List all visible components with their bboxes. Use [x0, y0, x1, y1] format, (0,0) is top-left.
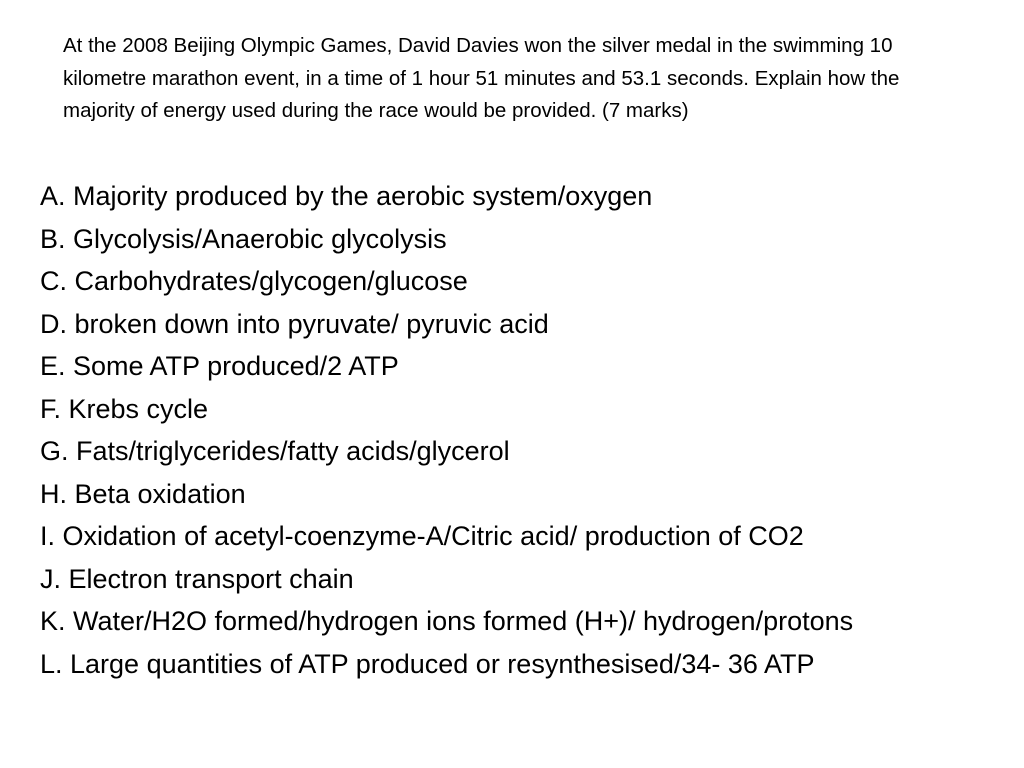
mark-scheme-item-a: A. Majority produced by the aerobic system/oxygen	[40, 181, 653, 211]
mark-scheme-item-d: D. broken down into pyruvate/ pyruvic acid	[40, 308, 549, 339]
mark-scheme-item-e: E. Some ATP produced/2 ATP	[40, 351, 399, 381]
mark-scheme-item-f: F. Krebs cycle	[40, 393, 209, 424]
mark-scheme-item-c: C. Carbohydrates/glycogen/glucose	[40, 266, 468, 296]
mark-scheme-item-h: H. Beta oxidation	[40, 478, 246, 509]
mark-scheme-item-j: J. Electron transport chain	[40, 563, 354, 594]
mark-scheme-list	[40, 180, 990, 690]
mark-scheme-item-k: K. Water/H2O formed/hydrogen ions formed (H+)/ hydrogen/protons	[40, 606, 854, 636]
mark-scheme-item-i: I. Oxidation of acetyl-coenzyme-A/Citric acid/ production of CO2	[40, 521, 804, 551]
mark-scheme-item-l: L. Large quantities of ATP produced or resynthesised/34- 36 ATP	[40, 648, 815, 679]
mark-scheme-item-b: B. Glycolysis/Anaerobic glycolysis	[40, 223, 447, 254]
question-text: At the 2008 Beijing Olympic Games, David Davies won the silver medal in the swimming 10 kilometre marathon event, in a time of 1 hour 51 minutes and 53.1 seconds. Explain how the majority of energy used during the race would be provided. (7 marks)	[63, 34, 900, 122]
mark-scheme-item-g: G. Fats/triglycerides/fatty acids/glycerol	[40, 436, 510, 466]
